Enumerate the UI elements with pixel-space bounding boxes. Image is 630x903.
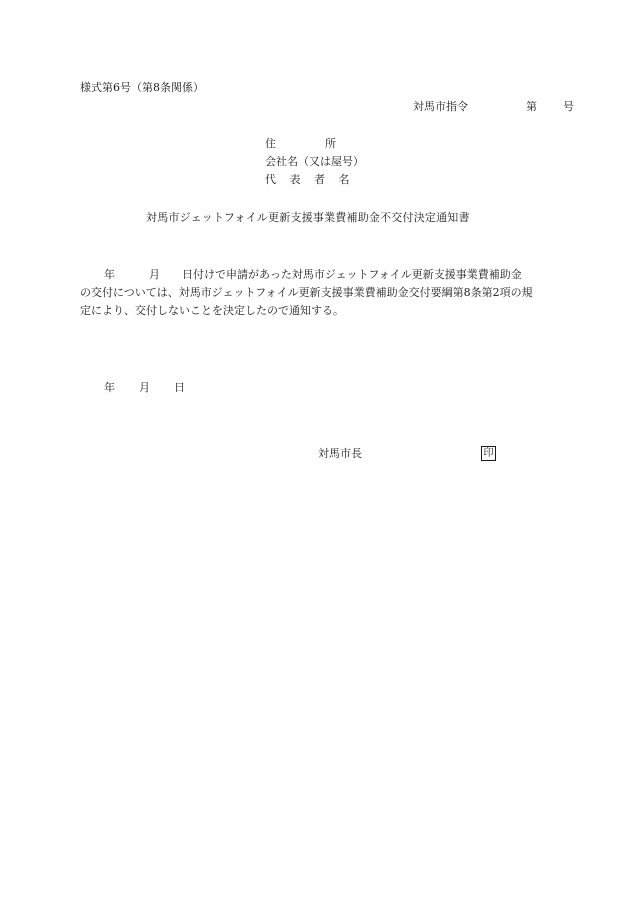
mayor-signature: 対馬市長 <box>318 447 362 460</box>
date-day: 日 <box>174 381 185 394</box>
date-month: 月 <box>139 381 150 394</box>
company-name-label: 会社名（又は屋号） <box>265 155 364 168</box>
body-line-3: 定により、交付しないことを決定したので通知する。 <box>80 304 344 317</box>
body-year: 年 <box>104 268 115 281</box>
order-dai: 第 <box>526 100 537 113</box>
date-year: 年 <box>104 381 115 394</box>
order-number <box>413 100 574 114</box>
body-paragraph <box>80 266 552 320</box>
form-number: 様式第6号（第8条関係） <box>80 81 204 94</box>
body-month: 月 <box>149 268 160 281</box>
address-label-sho: 所 <box>325 137 336 150</box>
body-line1-text: 日付けで申請があった対馬市ジェットフォイル更新支援事業費補助金 <box>182 268 522 281</box>
address-label-jyu: 住 <box>265 137 276 150</box>
address-row <box>265 137 364 155</box>
body-line-1 <box>80 266 552 284</box>
seal-stamp-icon: 印 <box>481 446 496 461</box>
representative-label: 代 表 者 名 <box>265 173 355 186</box>
date-line <box>104 381 185 395</box>
address-block <box>265 137 364 191</box>
order-go: 号 <box>563 100 574 113</box>
order-prefix: 対馬市指令 <box>413 100 468 113</box>
body-line-2: の交付については、対馬市ジェットフォイル更新支援事業費補助金交付要綱第8条第2項の規 <box>80 286 533 299</box>
document-title: 対馬市ジェットフォイル更新支援事業費補助金不交付決定通知書 <box>146 211 470 224</box>
